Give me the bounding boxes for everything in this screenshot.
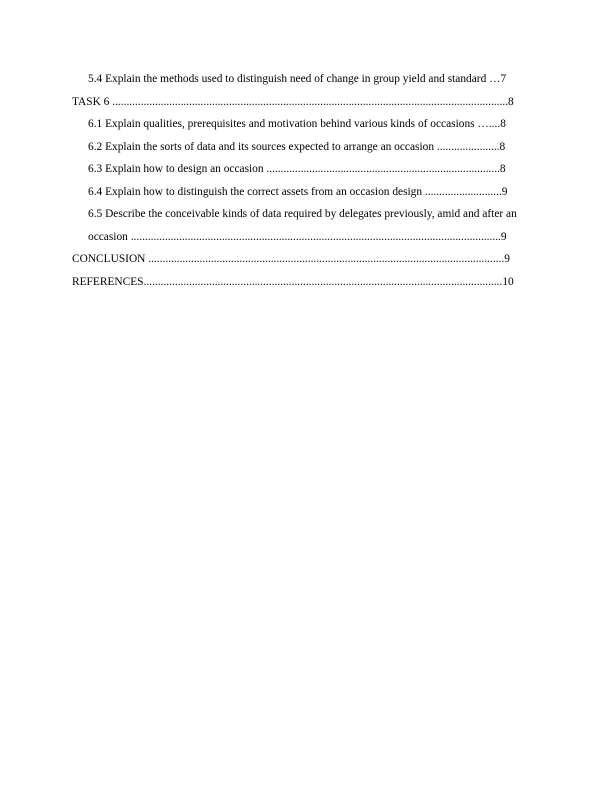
toc-entry-6-2[interactable] (72, 136, 542, 159)
toc-entry-text: 5.4 Explain the methods used to distinguish need of change in group yield and standard …7 (88, 73, 507, 85)
toc-entry-5-4[interactable] (72, 68, 542, 91)
toc-entry-text: CONCLUSION .............................................................................................................................9 (72, 253, 510, 265)
toc-entry-text: 6.5 Describe the conceivable kinds of data required by delegates previously, amid and after an (88, 208, 517, 220)
toc-entry-text: TASK 6 ...........................................................................................................................................8 (72, 95, 514, 108)
toc-entry-6-5-continued[interactable] (72, 226, 542, 249)
toc-entry-text: REFERENCES..............................................................................................................................10 (72, 275, 514, 288)
toc-entry-task-6[interactable] (72, 91, 542, 114)
toc-entry-text: 6.3 Explain how to design an occasion ..................................................................................8 (88, 163, 506, 175)
toc-entry-6-4[interactable] (72, 181, 542, 204)
toc-entry-text: 6.2 Explain the sorts of data and its sources expected to arrange an occasion ......................8 (88, 140, 506, 153)
toc-entry-6-1[interactable] (72, 113, 542, 136)
toc-entry-6-3[interactable] (72, 158, 542, 181)
toc-entry-text: 6.1 Explain qualities, prerequisites and motivation behind various kinds of occasions …....8 (88, 118, 506, 130)
toc-entry-conclusion[interactable] (72, 248, 542, 271)
toc-entry-6-5[interactable] (72, 203, 542, 226)
toc-entry-references[interactable] (72, 271, 542, 294)
table-of-contents (72, 68, 542, 293)
toc-entry-text: occasion ..................................................................................................................................9 (88, 230, 507, 243)
toc-entry-text: 6.4 Explain how to distinguish the correct assets from an occasion design ...........................9 (88, 185, 508, 198)
